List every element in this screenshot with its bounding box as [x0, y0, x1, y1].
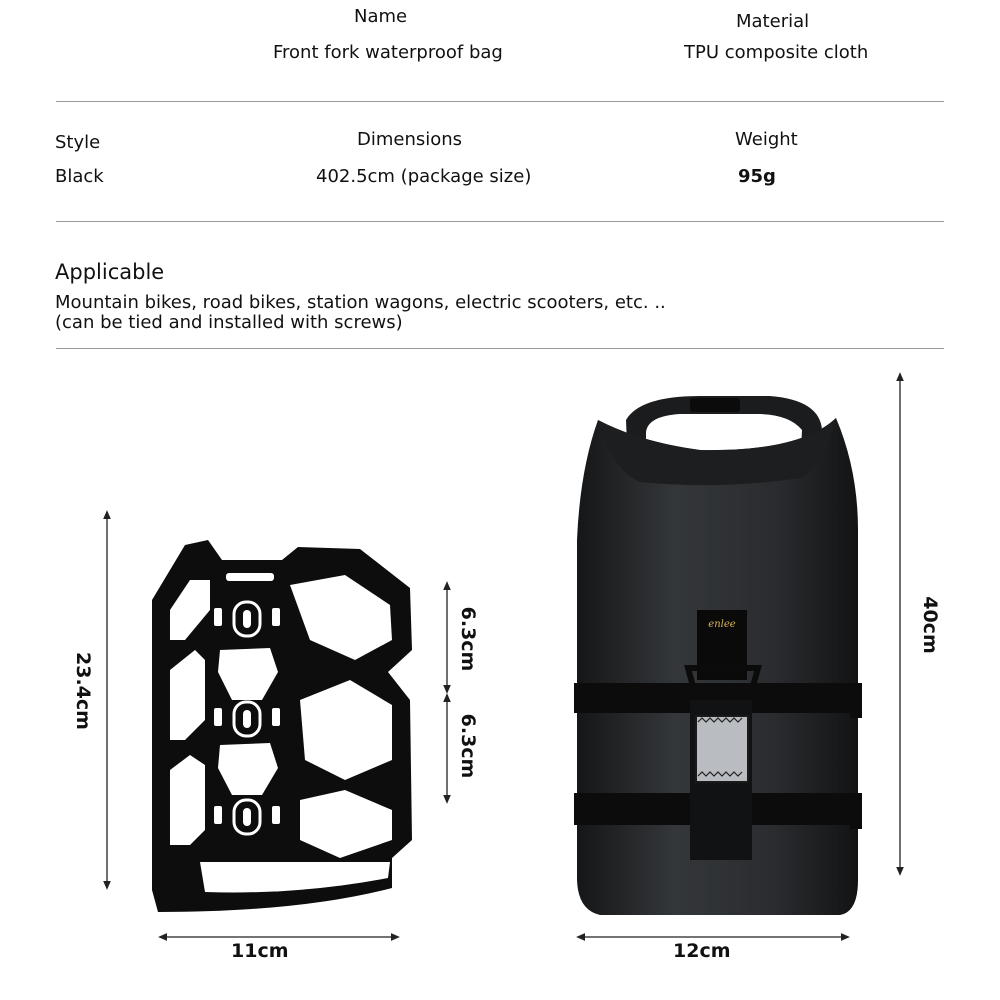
cage-height-label: 23.4cm	[72, 652, 94, 730]
name-label: Name	[354, 6, 408, 27]
cage-upper-spacing-label: 6.3cm	[457, 606, 479, 672]
style-label: Style	[55, 132, 101, 153]
name-value: Front fork waterproof bag	[273, 42, 503, 63]
style-value: Black	[55, 166, 104, 187]
dry-bag-image	[574, 396, 862, 915]
applicable-line-1: Mountain bikes, road bikes, station wagons, electric scooters, etc. ..	[55, 292, 666, 313]
brand-logo: enlee	[708, 619, 736, 630]
material-label: Material	[736, 11, 810, 32]
applicable-line-2: (can be tied and installed with screws)	[55, 312, 403, 333]
cage-lower-spacing-label: 6.3cm	[457, 713, 479, 779]
weight-value: 95g	[738, 166, 776, 187]
weight-label: Weight	[735, 129, 798, 150]
dimensions-label: Dimensions	[357, 129, 463, 150]
applicable-title: Applicable	[55, 260, 165, 284]
bag-height-label: 40cm	[919, 596, 941, 654]
bottle-cage-image	[152, 540, 412, 912]
cage-width-label: 11cm	[231, 940, 289, 962]
material-value: TPU composite cloth	[684, 42, 869, 63]
dimensions-value: 402.5cm (package size)	[316, 166, 532, 187]
bag-width-label: 12cm	[673, 940, 731, 962]
